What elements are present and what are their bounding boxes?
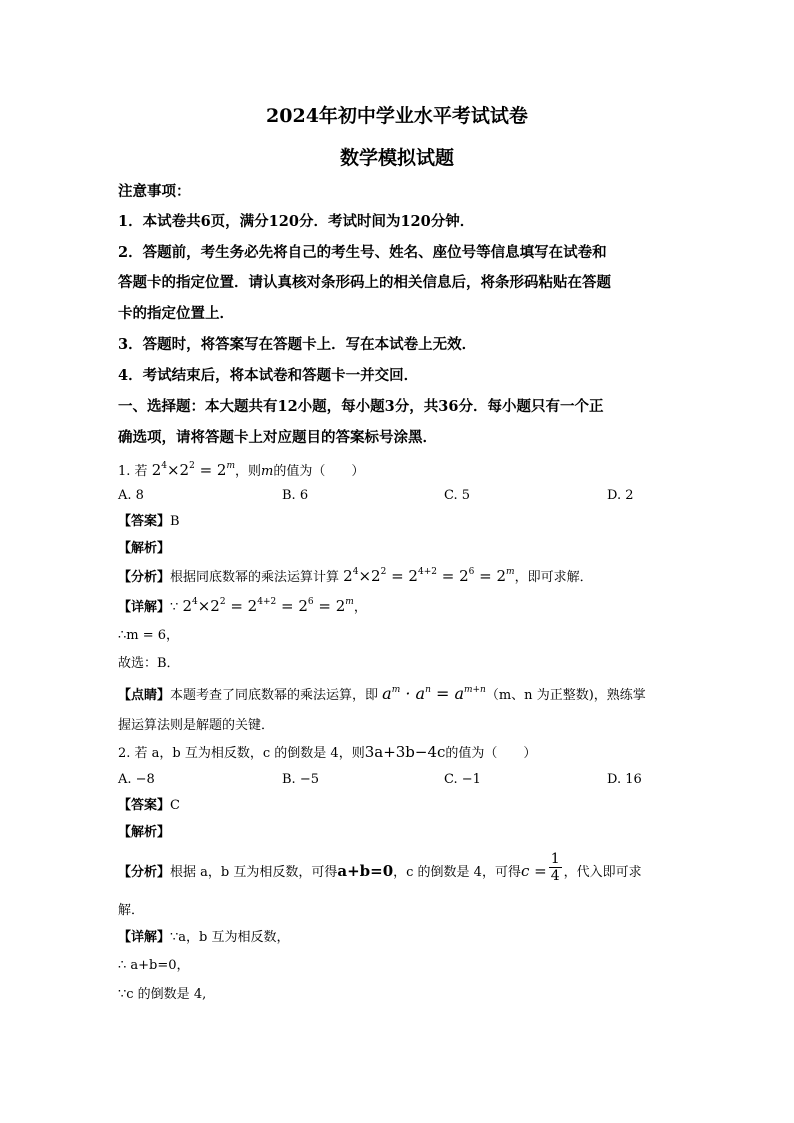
question-2-option-d: D. 16 <box>607 772 642 787</box>
because-symbol: ∵ <box>170 600 179 615</box>
dianjing-text: 本题考查了同底数幂的乘法运算，即 <box>170 688 379 703</box>
question-2-answer <box>118 796 180 816</box>
question-1-choice: 故选：B． <box>118 656 180 671</box>
dianjing-note: （m、n 为正整数)，熟练掌 <box>485 688 646 703</box>
dianjing-formula: $a^m \cdot a^n = a^{m+n}$ <box>382 684 486 703</box>
question-1-var-m: m <box>261 464 274 479</box>
fenxi-equation: $2^4\times 2^2 = 2^{4+2} = 2^6 = 2^m$ <box>343 567 515 585</box>
question-2-fenxi-line-2: 解． <box>118 903 145 918</box>
answer-value: B <box>170 514 180 529</box>
fenxi-part-b: ，c 的倒数是 4，可得 <box>393 865 521 880</box>
question-1-option-a: A. 8 <box>118 488 144 503</box>
question-2-option-b: B. −5 <box>282 772 319 787</box>
question-2-expression: 3a+3b−4c <box>364 743 446 761</box>
fenxi-end: ，即可求解． <box>514 570 593 585</box>
fenxi-part-a: 根据 a，b 互为相反数，可得 <box>170 865 338 880</box>
section-1-line-1: 一、选择题：本大题共有12小题，每小题3分，共36分．每小题只有一个正 <box>118 398 604 415</box>
fenxi-tag: 【分析】 <box>118 865 171 880</box>
xiangjie-text: ∵a，b 互为相反数， <box>170 930 290 945</box>
fenxi-expression-1: a+b=0 <box>337 862 394 880</box>
notes-heading: 注意事项： <box>118 183 191 200</box>
section-1-line-2: 确选项，请将答题卡上对应题目的答案标号涂黑． <box>118 429 437 446</box>
dianjing-tag: 【点睛】 <box>118 688 171 703</box>
note-3: 3．答题时，将答案写在答题卡上．写在本试卷上无效． <box>118 336 477 353</box>
note-2-line-2: 答题卡的指定位置．请认真核对条形码上的相关信息后，将条形码粘贴在答题 <box>118 274 611 291</box>
answer-value: C <box>170 798 180 813</box>
note-4: 4．考试结束后，将本试卷和答题卡一并交回． <box>118 367 419 384</box>
question-1-option-b: B. 6 <box>282 488 309 503</box>
question-2-xiangjie <box>118 928 290 948</box>
question-1-xiangjie <box>118 596 367 618</box>
question-2-option-a: A. −8 <box>118 772 155 787</box>
question-2-stem-text: 2. 若 a，b 互为相反数，c 的倒数是 4，则 <box>118 746 365 761</box>
xiangjie-tag: 【详解】 <box>118 930 171 945</box>
answer-tag: 【答案】 <box>118 798 171 813</box>
xiangjie-comma: ， <box>353 600 367 615</box>
page-title: 2024年初中学业水平考试试卷 <box>266 105 528 127</box>
fraction-denominator: 4 <box>550 868 560 884</box>
xiangjie-equation: $2^4\times 2^2 = 2^{4+2} = 2^6 = 2^m$ <box>182 597 354 615</box>
question-2-analysis-tag: 【解析】 <box>118 825 171 840</box>
question-1-number: 1. 若 <box>118 464 148 479</box>
fenxi-tag: 【分析】 <box>118 570 171 585</box>
question-1-fenxi <box>118 566 593 588</box>
question-1-option-d: D. 2 <box>607 488 634 503</box>
question-1-equation: $2^4\times 2^2 = 2^m$ <box>151 461 236 479</box>
question-2-fenxi <box>118 851 642 884</box>
fraction-numerator: 1 <box>550 851 560 867</box>
fenxi-c-equals: c = <box>520 862 547 880</box>
question-1-analysis-tag: 【解析】 <box>118 541 171 556</box>
xiangjie-tag: 【详解】 <box>118 600 171 615</box>
question-1-stem <box>118 460 364 482</box>
question-1-dianjing <box>118 684 646 706</box>
fraction-one-quarter <box>549 851 562 884</box>
page-subtitle: 数学模拟试题 <box>339 147 454 169</box>
question-1-suffix-a: ，则 <box>235 464 262 479</box>
question-1-suffix-b: 的值为（ ） <box>273 464 365 479</box>
question-1-dianjing-line-2: 握运算法则是解题的关键． <box>118 718 275 733</box>
question-1-therefore: ∴m = 6， <box>118 628 180 643</box>
question-2-stem <box>118 742 536 764</box>
question-2-stem-end: 的值为（ ） <box>445 746 537 761</box>
question-2-therefore: ∴ a+b=0， <box>118 958 190 973</box>
question-1-option-c: C. 5 <box>444 488 471 503</box>
question-2-last-line: ∵c 的倒数是 4, <box>118 987 207 1002</box>
note-1: 1．本试卷共6页，满分120分．考试时间为120分钟． <box>118 213 475 230</box>
answer-tag: 【答案】 <box>118 514 171 529</box>
fenxi-end: ，代入即可求 <box>563 865 642 880</box>
note-2-line-3: 卡的指定位置上． <box>118 305 234 322</box>
question-2-option-c: C. −1 <box>444 772 481 787</box>
note-2-line-1: 2．答题前，考生务必先将自己的考生号、姓名、座位号等信息填写在试卷和 <box>118 244 607 261</box>
question-1-answer <box>118 512 180 532</box>
fenxi-text: 根据同底数幂的乘法运算计算 <box>170 570 340 585</box>
